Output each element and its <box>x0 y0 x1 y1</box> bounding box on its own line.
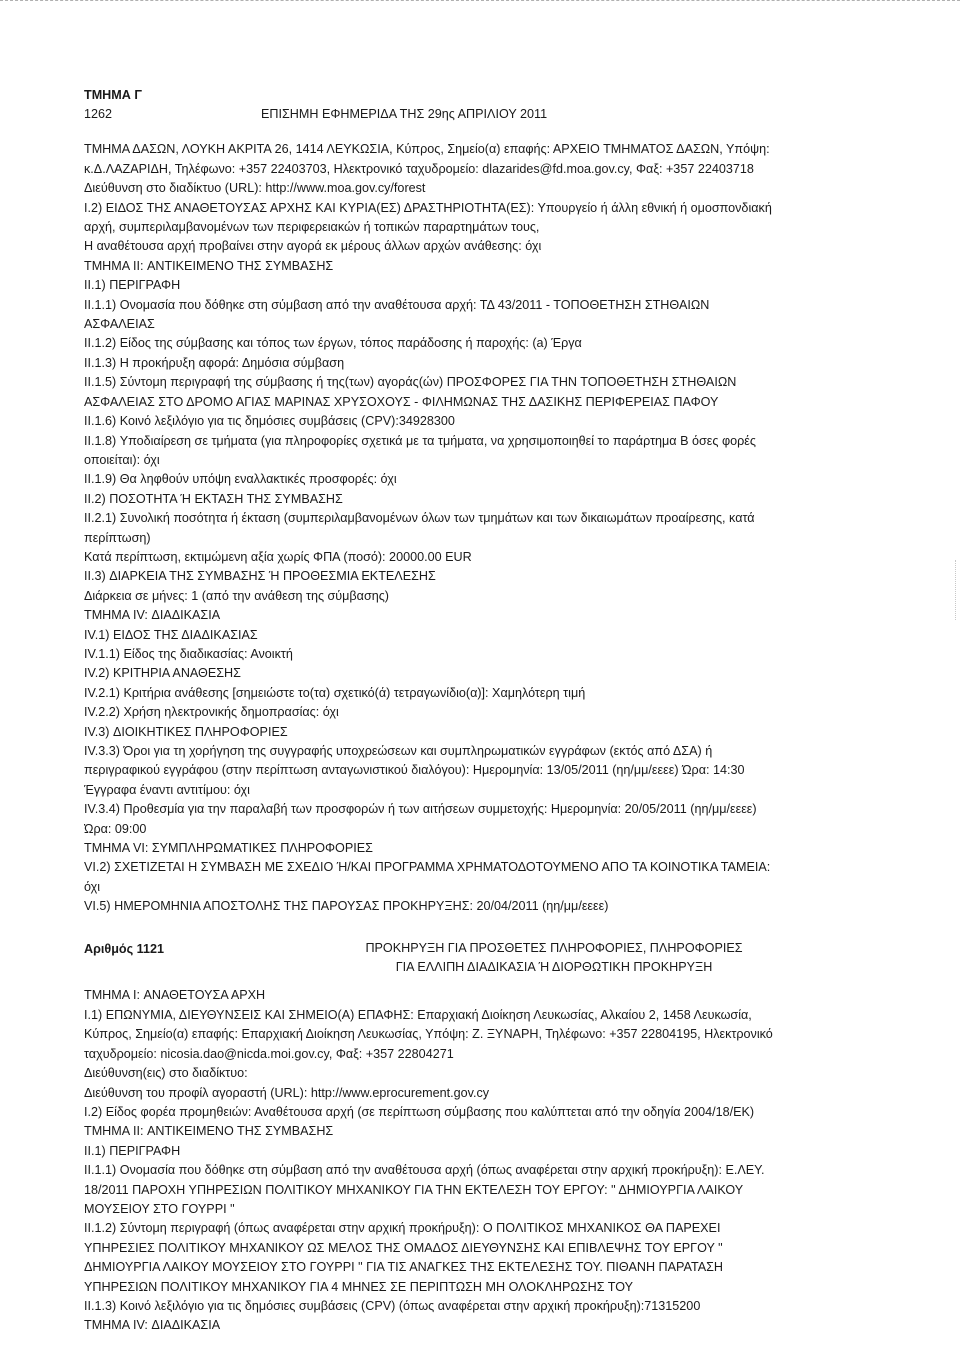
notice-line: II.2.1) Συνολική ποσότητα ή έκταση (συμπεριλαμβανομένων όλων των τμημάτων και των δικαιωμάτων προαίρεσης, κατά <box>84 511 755 526</box>
notice-line: ΤΜΗΜΑ I: ΑΝΑΘΕΤΟΥΣΑ ΑΡΧΗ <box>84 988 266 1003</box>
notice-line: II.1) ΠΕΡΙΓΡΑΦΗ <box>84 278 181 293</box>
notice-line: ΑΣΦΑΛΕΙΑΣ ΣΤΟ ΔΡΟΜΟ ΑΓΙΑΣ ΜΑΡΙΝΑΣ ΧΡΥΣΟΧΟΥΣ - ΦΙΛΗΜΩΝΑΣ ΤΗΣ ΔΑΣΙΚΗΣ ΠΕΡΙΦΕΡΕΙΑΣ ΠΑΦΟΥ <box>84 394 719 409</box>
notice-line: II.1.1) Ονομασία που δόθηκε στη σύμβαση από την αναθέτουσα αρχή: ΤΔ 43/2011 - ΤΟΠΟΘΕΤΗΣΗ ΣΤΗΘΑΙΩΝ <box>84 297 710 312</box>
page-content <box>84 86 914 1336</box>
notice-line: II.1.2) Είδος της σύμβασης και τόπος των έργων, τόπος παράδοσης ή παροχής: (a) Έργα <box>84 336 582 351</box>
notice-line: ΤΜΗΜΑ VI: ΣΥΜΠΛΗΡΩΜΑΤΙΚΕΣ ΠΛΗΡΟΦΟΡΙΕΣ <box>84 841 373 856</box>
notice-line: IV.3.3) Όροι για τη χορήγηση της συγγραφής υποχρεώσεων και συμπληρωματικών εγγράφων (εκτός από ΔΣΑ) ή <box>84 744 713 758</box>
notice-line: ΑΣΦΑΛΕΙΑΣ <box>84 317 155 332</box>
notice-line: IV.2) ΚΡΙΤΗΡΙΑ ΑΝΑΘΕΣΗΣ <box>84 666 241 681</box>
notice-line: II.1.2) Σύντομη περιγραφή (όπως αναφέρεται στην αρχική προκήρυξη): Ο ΠΟΛΙΤΙΚΟΣ ΜΗΧΑΝΙΚΟΣ ΘΑ ΠΑΡΕΧΕΙ <box>84 1221 721 1236</box>
notice-line: II.1.3) Η προκήρυξη αφορά: Δημόσια σύμβαση <box>84 355 345 370</box>
notice-line: I.2) ΕΙΔΟΣ ΤΗΣ ΑΝΑΘΕΤΟΥΣΑΣ ΑΡΧΗΣ ΚΑΙ ΚΥΡΙΑ(ΕΣ) ΔΡΑΣΤΗΡΙΟΤΗΤΑ(ΕΣ): Υπουργείο ή άλλη εθνική ή ομοσπονδιακή <box>84 200 772 215</box>
notice-line: ΔΗΜΙΟΥΡΓΙΑ ΛΑΙΚΟΥ ΜΟΥΣΕΙΟΥ ΣΤΟ ΓΟΥΡΡΙ " ΓΙΑ ΤΙΣ ΑΝΑΓΚΕΣ ΤΗΣ ΕΚΤΕΛΕΣΗΣ ΤΟΥ. ΠΙΘΑΝΗ ΠΑΡΑΤΑΣΗ <box>84 1260 724 1275</box>
notice-line: IV.3.4) Προθεσμία για την παραλαβή των προσφορών ή των αιτήσεων συμμετοχής: Ημερομηνία: 20/05/2011 (ηη/μμ/εεεε) <box>84 802 757 817</box>
notice-line: Ώρα: 09:00 <box>84 821 147 836</box>
notice-line: II.1.6) Κοινό λεξιλόγιο για τις δημόσιες συμβάσεις (CPV):34928300 <box>84 414 455 429</box>
scan-top-edge <box>0 0 960 4</box>
notice-line: 18/2011 ΠΑΡΟΧΗ ΥΠΗΡΕΣΙΩΝ ΠΟΛΙΤΙΚΟΥ ΜΗΧΑΝΙΚΟΥ ΓΙΑ ΤΗΝ ΕΚΤΕΛΕΣΗ ΤΟΥ ΕΡΓΟΥ: " ΔΗΜΙΟΥΡΓΙΑ ΛΑΙΚΟΥ <box>84 1182 744 1197</box>
notice-line: II.1.1) Ονομασία που δόθηκε στη σύμβαση από την αναθέτουσα αρχή (όπως αναφέρεται στην αρχική προκήρυξη): Ε.ΛΕΥ. <box>84 1163 765 1178</box>
page-header <box>84 105 914 124</box>
gazette-title: ΕΠΙΣΗΜΗ ΕΦΗΜΕΡΙΔΑ ΤΗΣ 29ης ΑΠΡΙΛΙΟΥ 2011 <box>261 107 548 122</box>
page-number: 1262 <box>84 107 113 122</box>
notice-line: ΥΠΗΡΕΣΙΕΣ ΠΟΛΙΤΙΚΟΥ ΜΗΧΑΝΙΚΟΥ ΩΣ ΜΕΛΟΣ ΤΗΣ ΟΜΑΔΟΣ ΔΙΕΥΘΥΝΣΗΣ ΚΑΙ ΕΠΙΒΛΕΨΗΣ ΤΟΥ ΕΡΓΟΥ " <box>84 1240 723 1255</box>
notice-line: οποιείται): όχι <box>84 452 160 467</box>
notice-line: IV.2.2) Χρήση ηλεκτρονικής δημοπρασίας: όχι <box>84 705 339 720</box>
notice-line: Διεύθυνση στο διαδίκτυο (URL): http://www.moa.gov.cy/forest <box>84 181 426 196</box>
notice-line: ΤΜΗΜΑ II: ΑΝΤΙΚΕΙΜΕΝΟ ΤΗΣ ΣΥΜΒΑΣΗΣ <box>84 258 334 273</box>
notice-1 <box>84 140 914 916</box>
notice-line: Διεύθυνση(εις) στο διαδίκτυο: <box>84 1066 248 1081</box>
notice-line: IV.3) ΔΙΟΙΚΗΤΙΚΕΣ ΠΛΗΡΟΦΟΡΙΕΣ <box>84 724 288 739</box>
notice-line: ΥΠΗΡΕΣΙΩΝ ΠΟΛΙΤΙΚΟΥ ΜΗΧΑΝΙΚΟΥ ΓΙΑ 4 ΜΗΝΕΣ ΣΕ ΠΕΡΙΠΤΩΣΗ ΜΗ ΟΛΟΚΛΗΡΩΣΗΣ ΤΟΥ <box>84 1279 634 1294</box>
notice-line: I.2) Είδος φορέα προμηθειών: Αναθέτουσα αρχή (σε περίπτωση σύμβασης που καλύπτεται από την οδηγία 2004/18/ΕΚ) <box>84 1104 755 1119</box>
notice-title-line-2: ΓΙΑ ΕΛΛΙΠΗ ΔΙΑΔΙΚΑΣΙΑ Ή ΔΙΟΡΘΩΤΙΚΗ ΠΡΟΚΗΡΥΞΗ <box>395 960 713 975</box>
notice-line: ΤΜΗΜΑ II: ΑΝΤΙΚΕΙΜΕΝΟ ΤΗΣ ΣΥΜΒΑΣΗΣ <box>84 1124 334 1139</box>
notice-line: όχι <box>84 879 101 894</box>
notice-line: VI.5) ΗΜΕΡΟΜΗΝΙΑ ΑΠΟΣΤΟΛΗΣ ΤΗΣ ΠΑΡΟΥΣΑΣ ΠΡΟΚΗΡΥΞΗΣ: 20/04/2011 (ηη/μμ/εεεε) <box>84 899 609 914</box>
notice-2-header <box>84 939 914 978</box>
notice-line: VI.2) ΣΧΕΤΙΖΕΤΑΙ Η ΣΥΜΒΑΣΗ ΜΕ ΣΧΕΔΙΟ Ή/ΚΑΙ ΠΡΟΓΡΑΜΜΑ ΧΡΗΜΑΤΟΔΟΤΟΥΜΕΝΟ ΑΠΟ ΤΑ ΚΟΙΝΟΤΙΚΑ ΤΑΜΕΙΑ: <box>84 860 771 875</box>
notice-line: II.1.9) Θα ληφθούν υπόψη εναλλακτικές προσφορές: όχι <box>84 472 397 487</box>
notice-title-line-1: ΠΡΟΚΗΡΥΞΗ ΓΙΑ ΠΡΟΣΘΕΤΕΣ ΠΛΗΡΟΦΟΡΙΕΣ, ΠΛΗΡΟΦΟΡΙΕΣ <box>365 940 743 955</box>
notice-line: Κατά περίπτωση, εκτιμώμενη αξία χωρίς ΦΠΑ (ποσό): 20000.00 EUR <box>84 549 472 564</box>
notice-line: ΤΜΗΜΑ IV: ΔΙΑΔΙΚΑΣΙΑ <box>84 608 221 623</box>
notice-line: Διάρκεια σε μήνες: 1 (από την ανάθεση της σύμβασης) <box>84 588 389 603</box>
notice-number: Αριθμός 1121 <box>84 941 164 956</box>
notice-line: II.1.3) Κοινό λεξιλόγιο για τις δημόσιες συμβάσεις (CPV) (όπως αναφέρεται στην αρχική προκήρυξη):71315200 <box>84 1298 701 1313</box>
notice-line: Κύπρος, Σημείο(α) επαφής: Επαρχιακή Διοίκηση Λευκωσίας, Υπόψη: Ζ. ΞΥΝΑΡΗ, Τηλέφωνο: +357 22804195, Ηλεκτρονικό <box>84 1027 773 1042</box>
notice-line: II.2) ΠΟΣΟΤΗΤΑ Ή ΕΚΤΑΣΗ ΤΗΣ ΣΥΜΒΑΣΗΣ <box>84 491 343 506</box>
notice-line: περίπτωση) <box>84 530 151 545</box>
notice-line: περιγραφικού εγγράφου (στην περίπτωση ανταγωνιστικού διαλόγου): Ημερομηνία: 13/05/2011 (ηη/μμ/εεεε) Ώρα: 14:30 <box>84 763 745 778</box>
section-label: ΤΜΗΜΑ Γ <box>84 88 142 102</box>
notice-line: αρχή, συμπεριλαμβανομένων των περιφερειακών ή τοπικών παραρτημάτων τους, <box>84 220 540 235</box>
notice-line: ΤΜΗΜΑ IV: ΔΙΑΔΙΚΑΣΙΑ <box>84 1318 221 1333</box>
notice-line: IV.1.1) Είδος της διαδικασίας: Ανοικτή <box>84 646 293 661</box>
notice-line: ταχυδρομείο: nicosia.dao@nicda.moi.gov.cy, Φαξ: +357 22804271 <box>84 1046 454 1061</box>
notice-line: Η αναθέτουσα αρχή προβαίνει στην αγορά εκ μέρους άλλων αρχών ανάθεσης: όχι <box>84 239 542 254</box>
notice-line: IV.1) ΕΙΔΟΣ ΤΗΣ ΔΙΑΔΙΚΑΣΙΑΣ <box>84 627 258 642</box>
notice-line: II.1.5) Σύντομη περιγραφή της σύμβασης ή της(των) αγοράς(ών) ΠΡΟΣΦΟΡΕΣ ΓΙΑ ΤΗΝ ΤΟΠΟΘΕΤΗΣΗ ΣΤΗΘΑΙΩΝ <box>84 375 737 390</box>
notice-line: II.1) ΠΕΡΙΓΡΑΦΗ <box>84 1143 181 1158</box>
notice-line: IV.2.1) Κριτήρια ανάθεσης [σημειώστε το(τα) σχετικό(ά) τετραγωνίδιο(α)]: Χαμηλότερη τιμή <box>84 685 586 700</box>
notice-line: I.1) ΕΠΩΝΥΜΙΑ, ΔΙΕΥΘΥΝΣΕΙΣ ΚΑΙ ΣΗΜΕΙΟ(Α) ΕΠΑΦΗΣ: Επαρχιακή Διοίκηση Λευκωσίας, Αλκαίου 2, 1458 Λευκωσία, <box>84 1007 752 1022</box>
notice-line: II.1.8) Υποδιαίρεση σε τμήματα (για πληροφορίες σχετικά με τα τμήματα, να χρησιμοποιηθεί το παράρτημα Β όσες φορές <box>84 433 756 448</box>
scan-edge-marks <box>949 560 956 620</box>
notice-line: II.3) ΔΙΑΡΚΕΙΑ ΤΗΣ ΣΥΜΒΑΣΗΣ Ή ΠΡΟΘΕΣΜΙΑ ΕΚΤΕΛΕΣΗΣ <box>84 569 436 584</box>
notice-title <box>264 939 914 978</box>
notice-2 <box>84 939 914 1336</box>
notice-line: ΜΟΥΣΕΙΟΥ ΣΤΟ ΓΟΥΡΡΙ " <box>84 1201 235 1216</box>
notice-line: κ.Δ.ΛΑΖΑΡΙΔΗ, Τηλέφωνο: +357 22403703, Ηλεκτρονικό ταχυδρομείο: dlazarides@fd.moa.gov.cy, Φαξ: +357 22403718 <box>84 161 754 176</box>
notice-line: Διεύθυνση του προφίλ αγοραστή (URL): http://www.eprocurement.gov.cy <box>84 1085 490 1100</box>
notice-line: ΤΜΗΜΑ ΔΑΣΩΝ, ΛΟΥΚΗ ΑΚΡΙΤΑ 26, 1414 ΛΕΥΚΩΣΙΑ, Κύπρος, Σημείο(α) επαφής: ΑΡΧΕΙΟ ΤΜΗΜΑΤΟΣ ΔΑΣΩΝ, Υπόψη: <box>84 142 770 157</box>
notice-line: Έγγραφα έναντι αντιτίμου: όχι <box>84 782 250 797</box>
